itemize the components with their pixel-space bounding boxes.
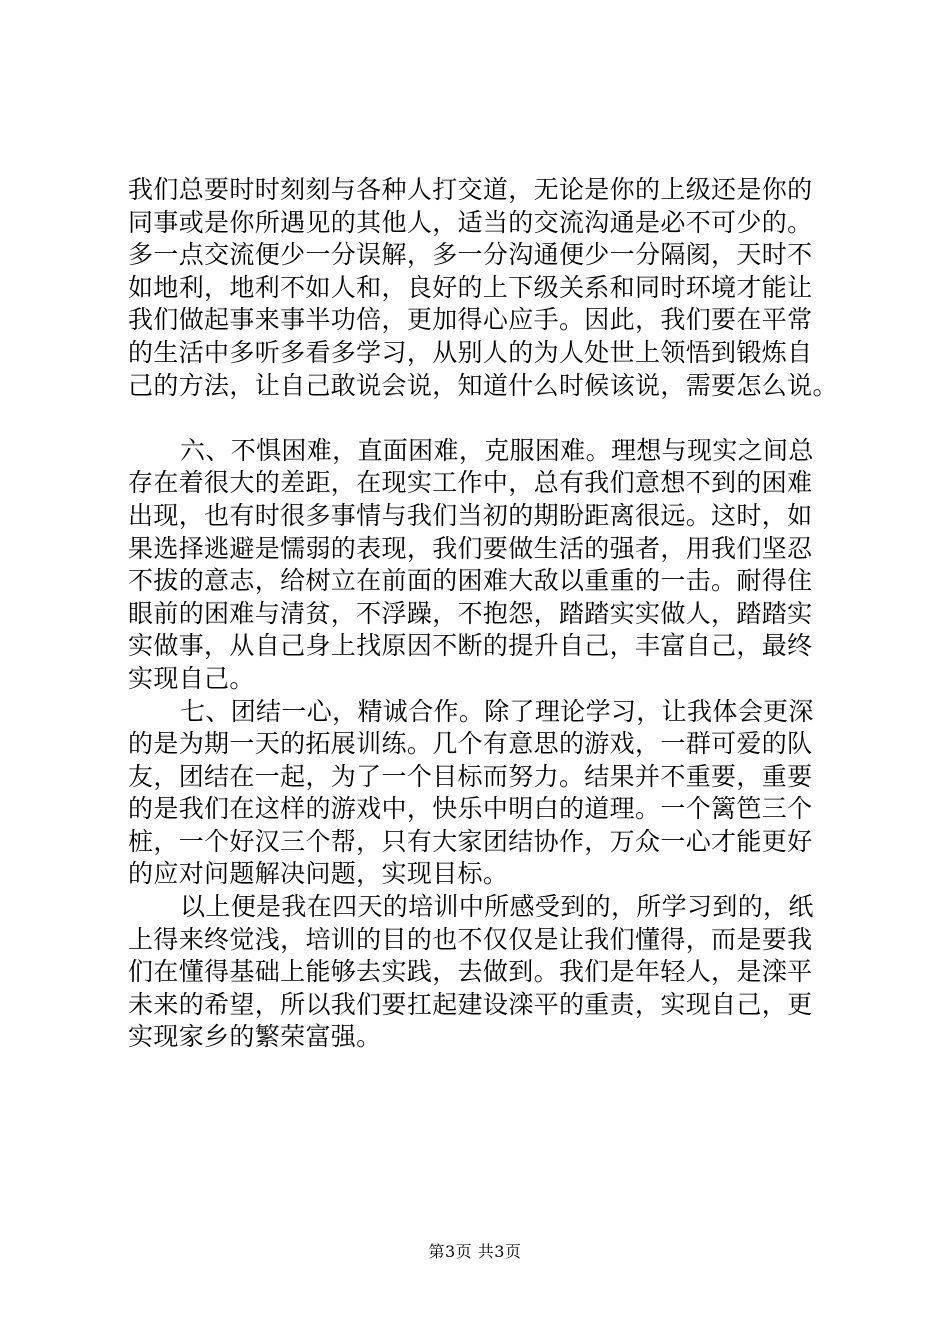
text-line: 的生活中多听多看多学习，从别人的为人处世上领悟到锻炼自 bbox=[128, 337, 813, 367]
text-line: 同事或是你所遇见的其他人，适当的交流沟通是必不可少的。 bbox=[128, 207, 813, 237]
text-line: 以上便是我在四天的培训中所感受到的，所学习到的，纸 bbox=[180, 892, 814, 922]
text-line: 实做事，从自己身上找原因不断的提升自己，丰富自己，最终 bbox=[128, 631, 813, 661]
text-line: 的应对问题解决问题，实现目标。 bbox=[128, 859, 509, 889]
text-line: 多一点交流便少一分误解，多一分沟通便少一分隔阂，天时不 bbox=[128, 240, 813, 270]
text-line: 实现家乡的繁荣富强。 bbox=[128, 1022, 382, 1052]
text-line: 的是为期一天的拓展训练。几个有意思的游戏，一群可爱的队 bbox=[128, 729, 813, 759]
text-line: 果选择逃避是懦弱的表现，我们要做生活的强者，用我们坚忍 bbox=[128, 533, 813, 563]
text-line: 七、团结一心，精诚合作。除了理论学习，让我体会更深 bbox=[180, 696, 814, 726]
text-line: 实现自己。 bbox=[128, 663, 255, 693]
text-line: 我们做起事来事半功倍，更加得心应手。因此，我们要在平常 bbox=[128, 305, 813, 335]
text-line: 眼前的困难与清贫，不浮躁，不抱怨，踏踏实实做人，踏踏实 bbox=[128, 598, 813, 628]
text-line: 出现，也有时很多事情与我们当初的期盼距离很远。这时，如 bbox=[128, 500, 813, 530]
page-number-footer: 第3页 共3页 bbox=[428, 1242, 522, 1261]
text-line: 桩，一个好汉三个帮，只有大家团结协作，万众一心才能更好 bbox=[128, 826, 813, 856]
text-line: 不拔的意志，给树立在前面的困难大敌以重重的一击。耐得住 bbox=[128, 566, 813, 596]
paragraph-communication bbox=[128, 174, 838, 402]
text-line: 的是我们在这样的游戏中，快乐中明白的道理。一个篱笆三个 bbox=[128, 794, 813, 824]
document-body bbox=[128, 174, 838, 1054]
paragraph-conclusion bbox=[128, 891, 828, 1054]
text-line: 未来的希望，所以我们要扛起建设滦平的重责，实现自己，更 bbox=[128, 989, 813, 1019]
text-line: 友，团结在一起，为了一个目标而努力。结果并不重要，重要 bbox=[128, 761, 813, 791]
paragraph-section-six bbox=[128, 435, 828, 696]
paragraph-section-seven bbox=[128, 696, 828, 892]
text-line: 六、不惧困难，直面困难，克服困难。理想与现实之间总 bbox=[180, 435, 814, 465]
text-line: 如地利，地利不如人和，良好的上下级关系和同时环境才能让 bbox=[128, 272, 813, 302]
text-line: 们在懂得基础上能够去实践，去做到。我们是年轻人，是滦平 bbox=[128, 957, 813, 987]
text-line: 我们总要时时刻刻与各种人打交道，无论是你的上级还是你的 bbox=[128, 175, 813, 204]
text-line: 己的方法，让自己敢说会说，知道什么时候该说，需要怎么说。 bbox=[128, 370, 838, 400]
text-line: 存在着很大的差距，在现实工作中，总有我们意想不到的困难 bbox=[128, 468, 813, 498]
paragraph-spacer bbox=[128, 402, 828, 435]
text-line: 上得来终觉浅，培训的目的也不仅仅是让我们懂得，而是要我 bbox=[128, 924, 813, 954]
